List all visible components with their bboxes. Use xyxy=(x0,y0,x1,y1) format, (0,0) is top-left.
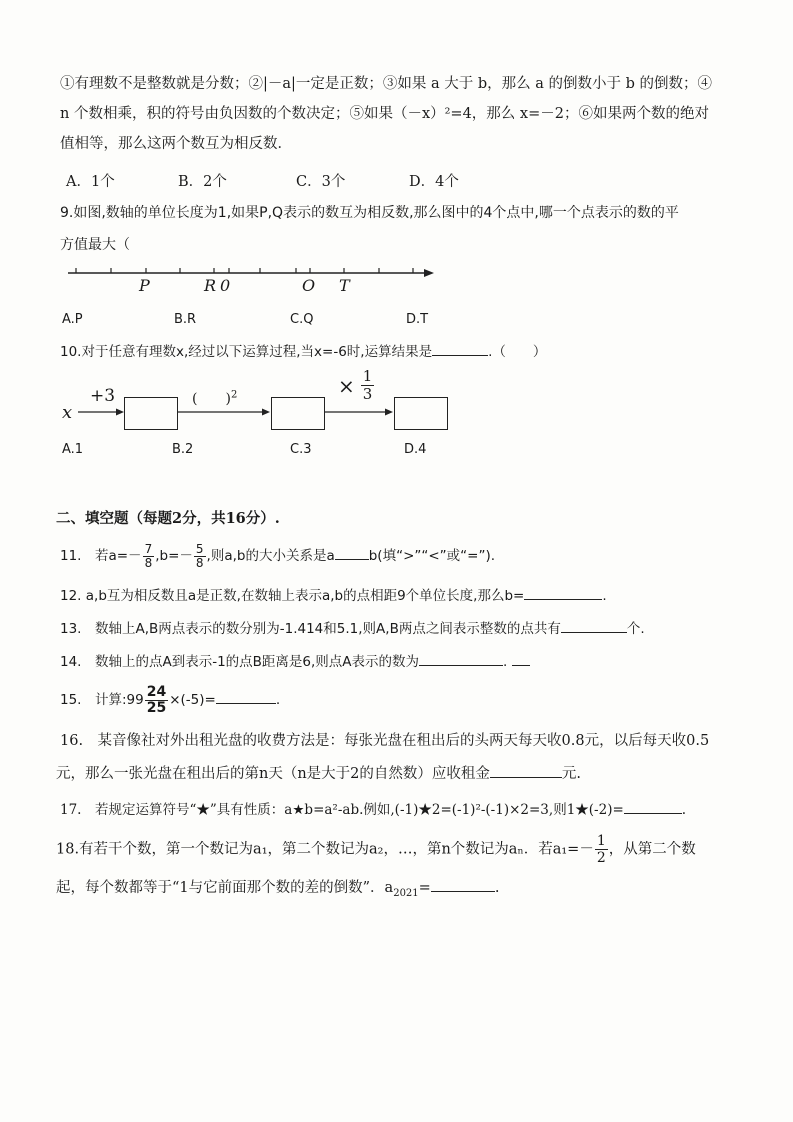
flow-op-times-third: × $\frac{1}{3}$ xyxy=(338,367,373,403)
q8-option-c: C．3个 xyxy=(296,174,346,190)
q16-line2: 元，那么一张光盘在租出后的第n天（n是大于2的自然数）应收租金 元. xyxy=(56,763,753,784)
q14-line: 14. 数轴上的点A到表示-1的点B距离是6,则点A表示的数为 . xyxy=(60,651,753,672)
q12-line: 12. a,b互为相反数且a是正数,在数轴上表示a,b的点相距9个单位长度,那么b= . xyxy=(60,585,753,606)
axis-label-zero: 0 xyxy=(220,276,231,295)
q14-answer-blank xyxy=(419,651,503,666)
axis-label-o: O xyxy=(302,276,316,295)
axis-label-t: T xyxy=(339,276,350,295)
flow-input-x: x xyxy=(62,402,73,423)
q10-option-d: D.4 xyxy=(404,442,427,457)
q11-answer-blank xyxy=(335,545,369,560)
q18-line1: 18.有若干个数，第一个数记为a₁，第二个数记为a₂，…，第n个数记为aₙ．若a₁=－ $\frac{1}{2}$ ，从第二个数 xyxy=(56,833,696,866)
axis-label-p: P xyxy=(139,276,150,295)
q10-option-b: B.2 xyxy=(172,442,194,457)
q13-answer-blank xyxy=(561,618,627,633)
q8-option-a: A．1个 xyxy=(66,174,115,190)
q17-answer-blank xyxy=(624,799,682,814)
q9-line2: 方值最大（ xyxy=(60,237,130,253)
flow-op-plus3: +3 xyxy=(90,386,116,406)
fraction-one-third: $\frac{1}{3}$ xyxy=(362,367,373,403)
q9-line1: 9.如图,数轴的单位长度为1,如果P,Q表示的数互为相反数,那么图中的4个点中,哪一个点表示的数的平 xyxy=(60,205,679,221)
fraction-1-2: $\frac{1}{2}$ xyxy=(596,833,606,866)
q8-option-d: D．4个 xyxy=(409,174,459,190)
flow-box-2 xyxy=(271,397,325,430)
q11-line: 11. 若a=－ $\frac{7}{8}$ ,b=－ $\frac{5}{8}$ ,则a,b的大小关系是a b(填“>”“<”或“=”). xyxy=(60,541,496,570)
q9-option-b: B.R xyxy=(174,312,197,327)
q8-line1: ①有理数不是整数就是分数；②|－a|一定是正数；③如果 a 大于 b，那么 a 的倒数小于 b 的倒数；④ xyxy=(60,76,713,92)
fraction-24-25: $\frac{24}{25}$ xyxy=(146,683,167,716)
fraction-5-8: $\frac{5}{8}$ xyxy=(195,541,204,570)
q13-line: 13. 数轴上A,B两点表示的数分别为-1.414和5.1,则A,B两点之间表示整数的点共有 个. xyxy=(60,618,753,639)
q18-answer-blank xyxy=(431,877,495,892)
q15-line: 15. 计算:99 $\frac{24}{25}$ ×(-5)= . xyxy=(60,683,281,716)
fraction-7-8: $\frac{7}{8}$ xyxy=(144,541,153,570)
q16-line1: 16. 某音像社对外出租光盘的收费方法是：每张光盘在租出后的头两天每天收0.8元，以后每天收0.5 xyxy=(60,733,710,749)
q8-option-b: B．2个 xyxy=(178,174,227,190)
q18-line2: 起，每个数都等于“1与它前面那个数的差的倒数”．$a_{2021}=$ . xyxy=(56,877,753,904)
flow-box-3 xyxy=(394,397,448,430)
q9-option-c: C.Q xyxy=(290,312,314,327)
q16-answer-blank xyxy=(490,763,562,778)
flow-box-1 xyxy=(124,397,178,430)
q8-line2: n 个数相乘，积的符号由负因数的个数决定；⑤如果（－x）²=4，那么 x=－2；⑥如果两个数的绝对 xyxy=(60,106,709,122)
q10-text-end: .（ ） xyxy=(488,344,547,360)
q10-option-a: A.1 xyxy=(62,442,84,457)
q9-option-a: A.P xyxy=(62,312,83,327)
axis-label-r: R xyxy=(204,276,217,295)
flow-op-square: ( )$^2$ xyxy=(192,389,238,407)
q10-option-c: C.3 xyxy=(290,442,312,457)
q12-answer-blank xyxy=(524,585,602,600)
q9-option-d: D.T xyxy=(406,312,429,327)
section-title-fill-blank: 二、填空题（每题2分，共16分）. xyxy=(56,510,280,527)
q8-line3: 值相等，那么这两个数互为相反数． xyxy=(60,136,292,152)
q10-text: 10.对于任意有理数x,经过以下运算过程,当x=-6时,运算结果是 xyxy=(60,344,433,360)
q15-answer-blank xyxy=(216,689,276,704)
q17-line: 17. 若规定运算符号“★”具有性质：a★b=a²-ab.例如,(-1)★2=(-1)²-(-1)×2=3,则1★(-2)= . xyxy=(60,799,753,820)
